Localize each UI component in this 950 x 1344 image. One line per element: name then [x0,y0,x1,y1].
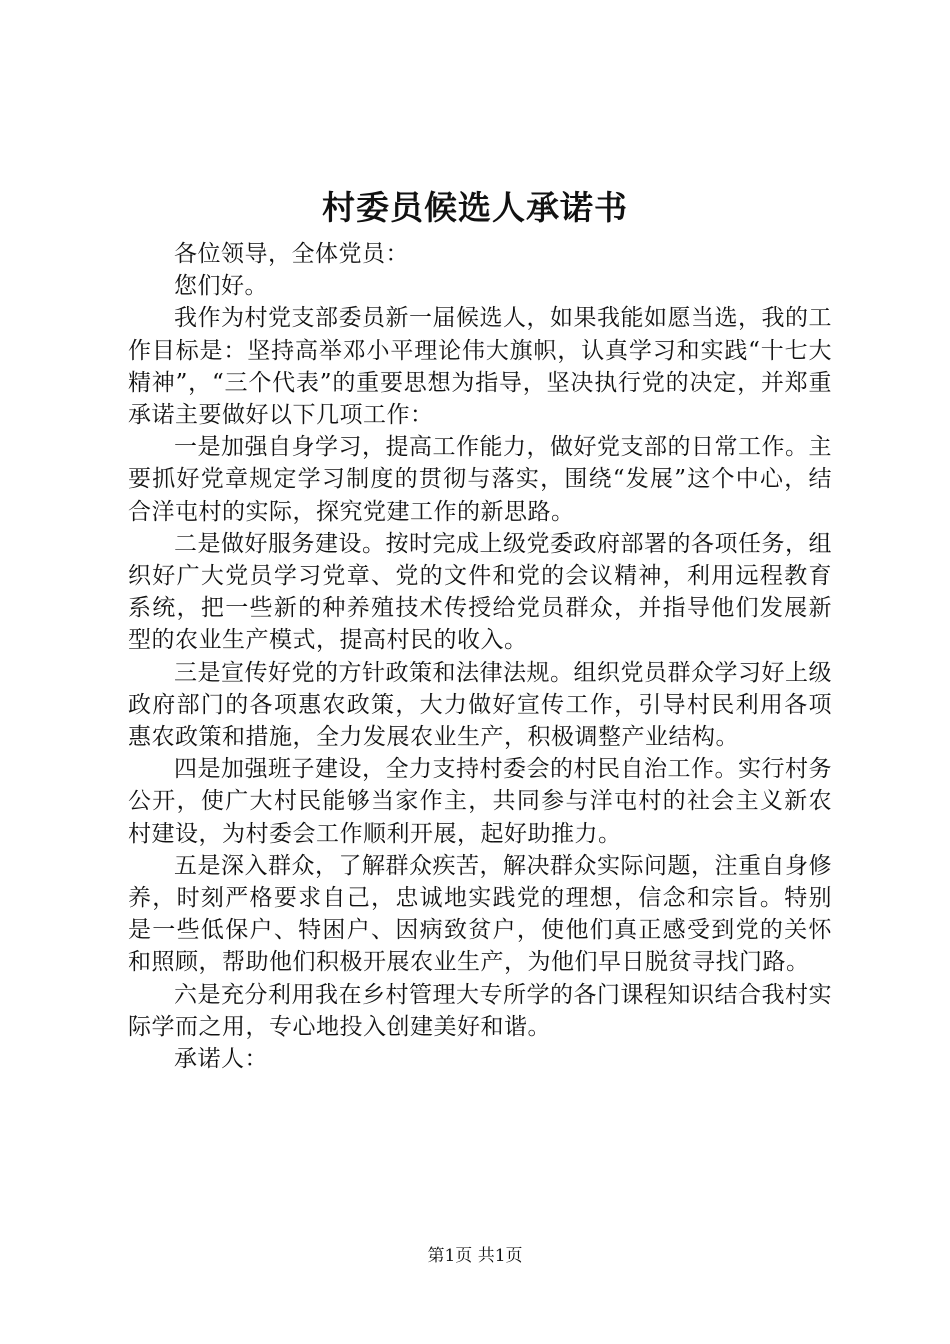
document-title: 村委员候选人承诺书 [322,188,628,227]
paragraph-item-3: 三是宣传好党的方针政策和法律法规。组织党员群众学习好上级政府部门的各项惠农政策，大力做好宣传工作，引导村民利用各项惠农政策和措施，全力发展农业生产，积极调整产业结构。 [128,659,832,751]
paragraph-item-5: 五是深入群众，了解群众疾苦，解决群众实际问题，注重自身修养，时刻严格要求自己，忠诚地实践党的理想，信念和宗旨。特别是一些低保户、特困户、因病致贫户，使他们真正感受到党的关怀和照顾，帮助他们积极开展农业生产，为他们早日脱贫寻找门路。 [128,852,832,976]
salutation: 各位领导，全体党员： [174,241,409,267]
signature-line: 承诺人： [174,1046,268,1073]
document-body [128,238,832,1075]
paragraph-item-6: 六是充分利用我在乡村管理大专所学的各门课程知识结合我村实际学而之用，专心地投入创建美好和谐。 [128,981,832,1040]
greeting: 您们好。 [174,273,268,300]
paragraph-item-1: 一是加强自身学习，提高工作能力，做好党支部的日常工作。主要抓好党章规定学习制度的贯彻与落实，围绕“发展”这个中心，结合洋屯村的实际，探究党建工作的新思路。 [128,434,832,525]
page-footer: 第1页 共1页 [427,1246,523,1266]
paragraph-item-2: 二是做好服务建设。按时完成上级党委政府部署的各项任务，组织好广大党员学习党章、党的文件和党的会议精神，利用远程教育系统，把一些新的种养殖技术传授给党员群众，并指导他们发展新型的农业生产模式，提高村民的收入。 [128,530,832,654]
paragraph-item-4: 四是加强班子建设，全力支持村委会的村民自治工作。实行村务公开，使广大村民能够当家作主，共同参与洋屯村的社会主义新农村建设，为村委会工作顺利开展，起好助推力。 [128,756,832,847]
paragraph-intro: 我作为村党支部委员新一届候选人，如果我能如愿当选，我的工作目标是：坚持高举邓小平理论伟大旗帜，认真学习和实践“十七大精神”，“三个代表”的重要思想为指导，坚决执行党的决定，并郑重承诺主要做好以下几项工作： [128,305,832,429]
